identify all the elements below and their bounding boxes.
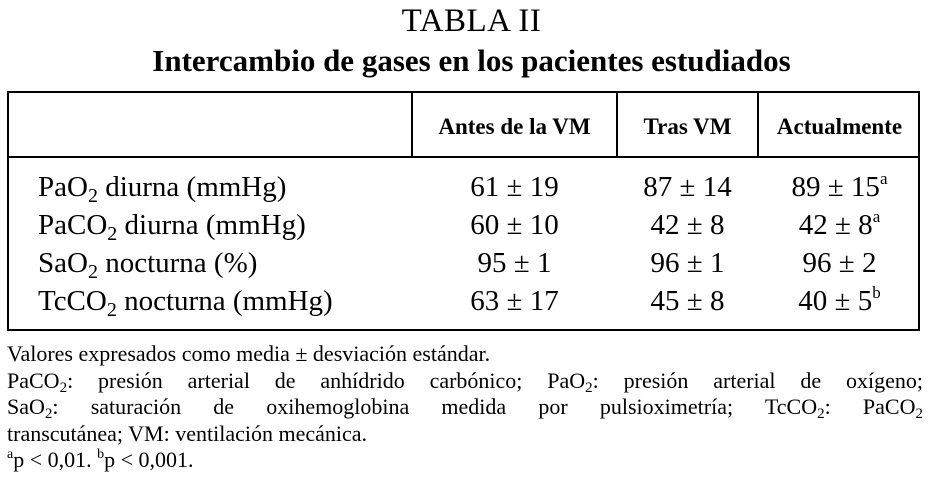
cell-actual: $42 \pm 8^a$ <box>798 207 881 241</box>
cell-tras: 45 ± 8 <box>650 285 725 317</box>
cell-tras: 96 ± 1 <box>650 247 725 279</box>
table-number: TABLA II <box>401 3 542 39</box>
footnote-significance: $^a$p < 0,01. $^b$p < 0,001. <box>7 447 194 472</box>
cell-tras: 42 ± 8 <box>650 209 725 241</box>
cell-antes: 61 ± 19 <box>470 171 559 203</box>
data-table <box>7 91 920 331</box>
cell-antes: 63 ± 17 <box>470 285 559 317</box>
header-antes: Antes de la VM <box>438 114 591 139</box>
footnote-abbrev-3: transcutánea; VM: ventilación mecánica. <box>7 420 368 446</box>
footnote-values: Valores expresados como media ± desviación estándar. <box>7 341 491 366</box>
header-divider <box>9 156 918 158</box>
table-title: Intercambio de gases en los pacientes estudiados <box>152 43 791 78</box>
cell-antes: 95 ± 1 <box>477 247 552 279</box>
cell-actual: $89 \pm 15^a$ <box>791 169 888 203</box>
row-label-paco2: PaCO$_2$ diurna (mmHg) <box>38 209 306 245</box>
footnote-abbrev-2: SaO$_2$: saturación de oxihemoglobina medida por pulsioximetría; TcCO$_2$: PaCO$_2$ <box>7 394 923 422</box>
row-label-tcco2: TcCO$_2$ nocturna (mmHg) <box>38 285 333 321</box>
row-label-pao2: PaO$_2$ diurna (mmHg) <box>38 171 287 207</box>
footnote-abbrev-1: PaCO$_2$: presión arterial de anhídrido carbónico; PaO$_2$: presión arterial de oxígeno; <box>7 367 923 396</box>
cell-tras: 87 ± 14 <box>643 171 732 203</box>
header-tras: Tras VM <box>643 114 732 139</box>
cell-actual: 96 ± 2 <box>802 247 877 279</box>
cell-actual: $40 \pm 5^b$ <box>798 283 881 317</box>
cell-antes: 60 ± 10 <box>470 209 559 241</box>
footnotes <box>7 341 923 474</box>
row-label-sao2: SaO$_2$ nocturna (%) <box>38 247 258 283</box>
header-actualmente: Actualmente <box>776 114 903 139</box>
